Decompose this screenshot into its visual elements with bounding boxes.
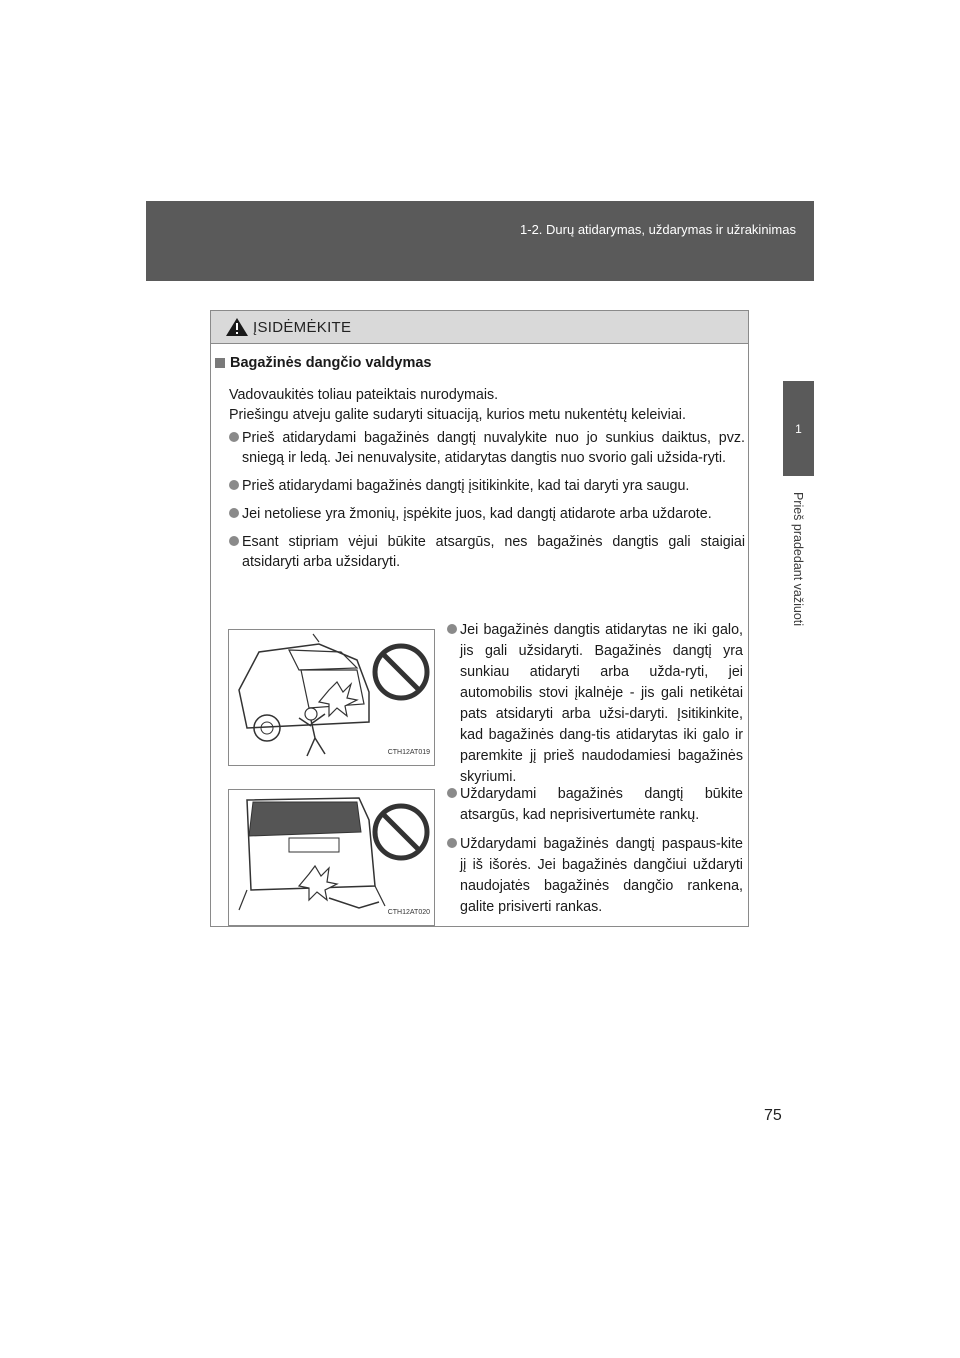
caution-header [211, 311, 748, 344]
page-number: 75 [764, 1107, 782, 1124]
bullet-dot-icon [229, 508, 239, 518]
list-item: Prieš atidarydami bagažinės dangtį nuvalykite nuo jo sunkius daiktus, pvz. sniegą ir ledą. Jei nenuvalysite, atidarytas dangtis nuo svorio gali užsida-ryti. [229, 428, 745, 468]
bullet-dot-icon [447, 838, 457, 848]
figure-code: CTH12AT020 [387, 909, 430, 916]
chapter-side-label-text: Prieš pradedant važiuoti [791, 491, 806, 627]
bullet-dot-icon [229, 536, 239, 546]
caution-box [210, 310, 749, 927]
list-item: Esant stipriam vėjui būkite atsargūs, nes bagažinės dangtis gali staigiai atsidaryti arba užsidaryti. [229, 532, 745, 572]
list-item: Uždarydami bagažinės dangtį paspaus-kite jį iš išorės. Jei bagažinės dangčiui uždaryti naudojatės bagažinės dangčio rankena, galite prisiverti rankas. [447, 834, 743, 918]
figure-2-bullet-list [447, 784, 743, 926]
section-title: Bagažinės dangčio valdymas [230, 355, 432, 371]
bullet-dot-icon [447, 624, 457, 634]
intro-line: Vadovaukitės toliau pateiktais nurodymais. [229, 387, 499, 403]
square-bullet-icon [215, 358, 225, 368]
caution-content [211, 343, 748, 926]
figure-code: CTH12AT019 [387, 749, 430, 756]
intro-line: Priešingu atveju galite sudaryti situaciją, kurios metu nukentėtų keleiviai. [229, 407, 686, 423]
chapter-side-label [783, 484, 814, 634]
bullet-dot-icon [229, 432, 239, 442]
section-heading [215, 353, 431, 373]
bullet-dot-icon [447, 788, 457, 798]
chapter-tab [783, 381, 814, 476]
chapter-header [146, 201, 814, 281]
caution-bullet-list [229, 428, 745, 580]
figure-1-bullet-list [447, 620, 743, 796]
list-item: Jei netoliese yra žmonių, įspėkite juos, kad dangtį atidarote arba uždarote. [229, 504, 745, 524]
list-item: Prieš atidarydami bagažinės dangtį įsitikinkite, kad tai daryti yra saugu. [229, 476, 745, 496]
bullet-dot-icon [229, 480, 239, 490]
list-item: Uždarydami bagažinės dangtį būkite atsargūs, kad neprisivertumėte rankų. [447, 784, 743, 826]
figure-open-tailgate-illustration [228, 629, 435, 766]
figure-closing-tailgate-illustration [228, 789, 435, 926]
chapter-title: 1-2. Durų atidarymas, uždarymas ir užrakinimas [520, 222, 796, 237]
list-item: Jei bagažinės dangtis atidarytas ne iki galo, jis gali užsidaryti. Bagažinės dangtį yra sunkiau atidaryti arba užda-ryti, jei automobilis stovi įkalnėje - jis gali netikėtai pats atsidaryti arba užsi-daryti. Įsitikinkite, kad bagažinės dang-tis atidarytas iki galo ir paremkite jį prieš naudodamiesi bagažinės skyriumi. [447, 620, 743, 788]
warning-triangle-icon [225, 317, 249, 337]
chapter-number: 1 [795, 421, 802, 436]
caution-title: ĮSIDĖMĖKITE [253, 318, 352, 336]
intro-text [229, 385, 739, 425]
